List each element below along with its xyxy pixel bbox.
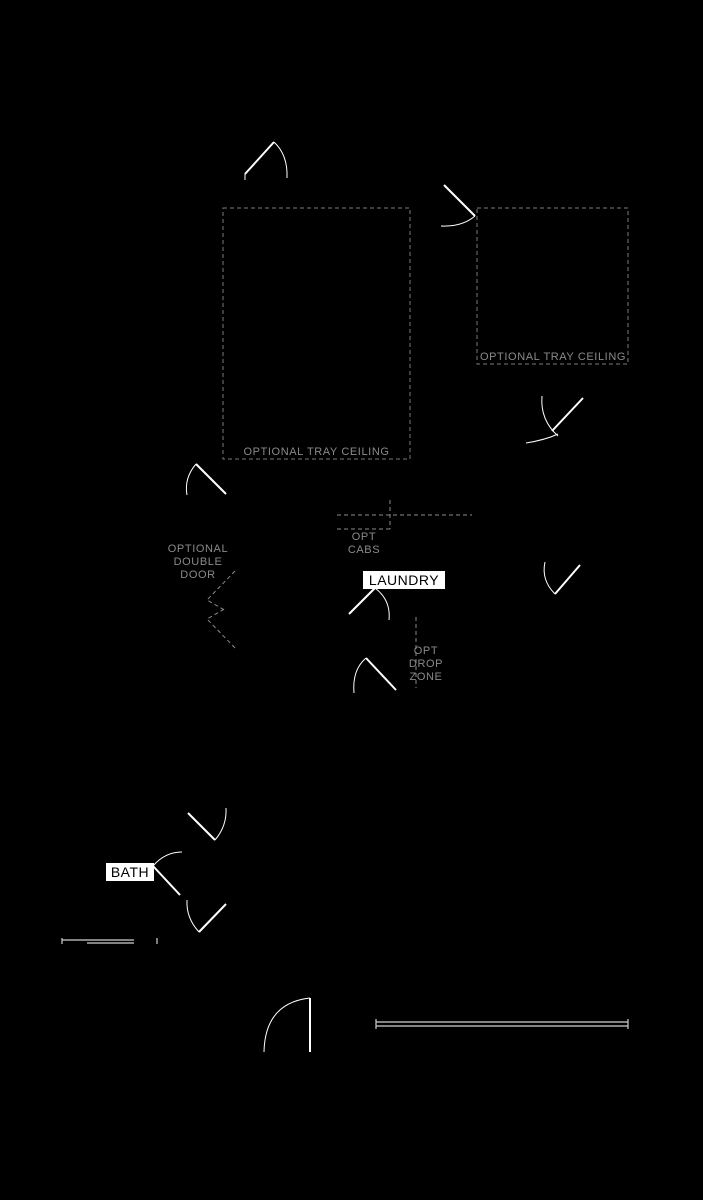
tray-ceiling-main-label: OPTIONAL TRAY CEILING — [243, 446, 390, 458]
door-front-entry — [264, 998, 310, 1052]
door-side-room-lower — [526, 396, 583, 443]
optional-double-door — [207, 571, 235, 648]
optional-cabinets — [337, 500, 472, 529]
bath-label: BATH — [110, 864, 150, 880]
tray-ceiling-side-label: OPTIONAL TRAY CEILING — [479, 351, 627, 363]
front-window — [376, 1019, 628, 1029]
double-door-note-line2: DOUBLE — [173, 556, 223, 568]
door-bath-upper — [188, 808, 226, 840]
door-laundry — [349, 588, 389, 620]
bath-window — [62, 938, 157, 944]
drop-zone-note-line2: DROP — [408, 658, 444, 670]
tray-ceiling-main-outline — [223, 208, 410, 459]
drop-zone-note-line1: OPT — [413, 645, 439, 657]
drop-zone-note-line3: ZONE — [409, 671, 443, 683]
double-door-note-line3: DOOR — [180, 569, 216, 581]
door-drop-zone — [354, 658, 396, 693]
door-side-room — [441, 185, 475, 226]
door-left-hall — [186, 464, 226, 495]
door-bath — [153, 852, 182, 895]
door-right-hall — [544, 562, 580, 594]
door-bath-lower — [187, 900, 226, 932]
double-door-note-line1: OPTIONAL — [167, 543, 229, 555]
laundry-label: LAUNDRY — [368, 572, 440, 588]
opt-cabs-note-line2: CABS — [347, 544, 381, 556]
door-top-entry — [245, 142, 287, 180]
opt-cabs-note-line1: OPT — [351, 531, 377, 543]
tray-ceiling-side-outline — [477, 208, 628, 364]
